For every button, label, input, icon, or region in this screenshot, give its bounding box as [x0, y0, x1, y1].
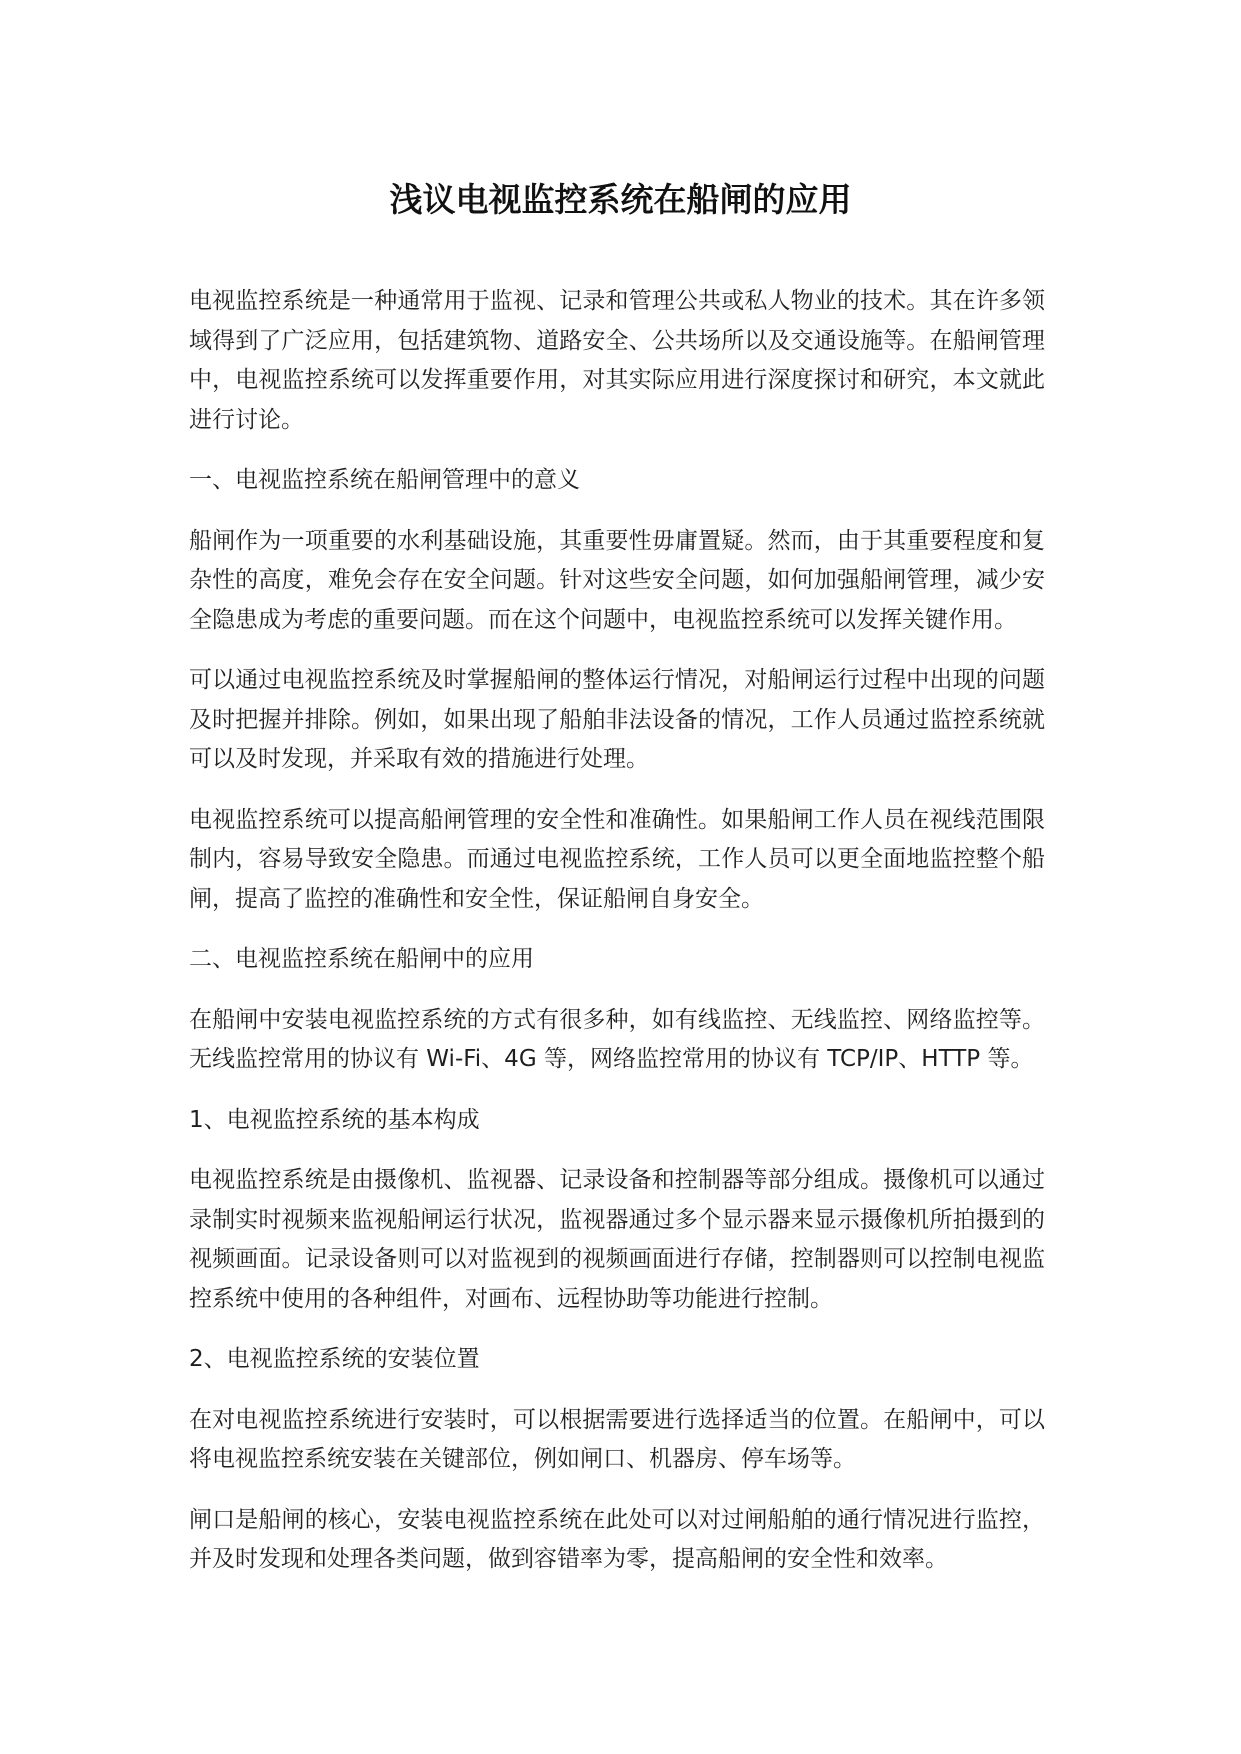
section-heading-2: 二、电视监控系统在船闸中的应用: [189, 946, 534, 972]
subsection-heading-1: 1、电视监控系统的基本构成: [189, 1106, 480, 1133]
document-body: [189, 282, 1045, 1601]
intro-paragraph: 电视监控系统是一种通常用于监视、记录和管理公共或私人物业的技术。其在许多领域得到了广泛应用，包括建筑物、道路安全、公共场所以及交通设施等。在船闸管理中，电视监控系统可以发挥重要作用，对其实际应用进行深度探讨和研究，本文就此进行讨论。: [189, 288, 1045, 433]
section-heading-1: 一、电视监控系统在船闸管理中的意义: [189, 467, 580, 493]
body-paragraph: 闸口是船闸的核心，安装电视监控系统在此处可以对过闸船舶的通行情况进行监控，并及时发现和处理各类问题，做到容错率为零，提高船闸的安全性和效率。: [189, 1506, 1045, 1572]
subsection-heading-2: 2、电视监控系统的安装位置: [189, 1346, 480, 1372]
body-paragraph: 船闸作为一项重要的水利基础设施，其重要性毋庸置疑。然而，由于其重要程度和复杂性的高度，难免会存在安全问题。针对这些安全问题，如何加强船闸管理，减少安全隐患成为考虑的重要问题。而在这个问题中，电视监控系统可以发挥关键作用。: [189, 527, 1045, 633]
document-title: 浅议电视监控系统在船闸的应用: [389, 180, 852, 219]
body-paragraph: 在对电视监控系统进行安装时，可以根据需要进行选择适当的位置。在船闸中，可以将电视监控系统安装在关键部位，例如闸口、机器房、停车场等。: [189, 1406, 1045, 1472]
body-paragraph: 在船闸中安装电视监控系统的方式有很多种，如有线监控、无线监控、网络监控等。无线监控常用的协议有 Wi-Fi、4G 等，网络监控常用的协议有 TCP/IP、HTTP 等。: [189, 1006, 1045, 1072]
body-paragraph: 可以通过电视监控系统及时掌握船闸的整体运行情况，对船闸运行过程中出现的问题及时把握并排除。例如，如果出现了船舶非法设备的情况，工作人员通过监控系统就可以及时发现，并采取有效的措施进行处理。: [189, 667, 1045, 772]
body-paragraph: 电视监控系统可以提高船闸管理的安全性和准确性。如果船闸工作人员在视线范围限制内，容易导致安全隐患。而通过电视监控系统，工作人员可以更全面地监控整个船闸，提高了监控的准确性和安全性，保证船闸自身安全。: [189, 806, 1045, 912]
body-paragraph: 电视监控系统是由摄像机、监视器、记录设备和控制器等部分组成。摄像机可以通过录制实时视频来监视船闸运行状况，监视器通过多个显示器来显示摄像机所拍摄到的视频画面。记录设备则可以对监视到的视频画面进行存储，控制器则可以控制电视监控系统中使用的各种组件，对画布、远程协助等功能进行控制。: [189, 1167, 1045, 1312]
